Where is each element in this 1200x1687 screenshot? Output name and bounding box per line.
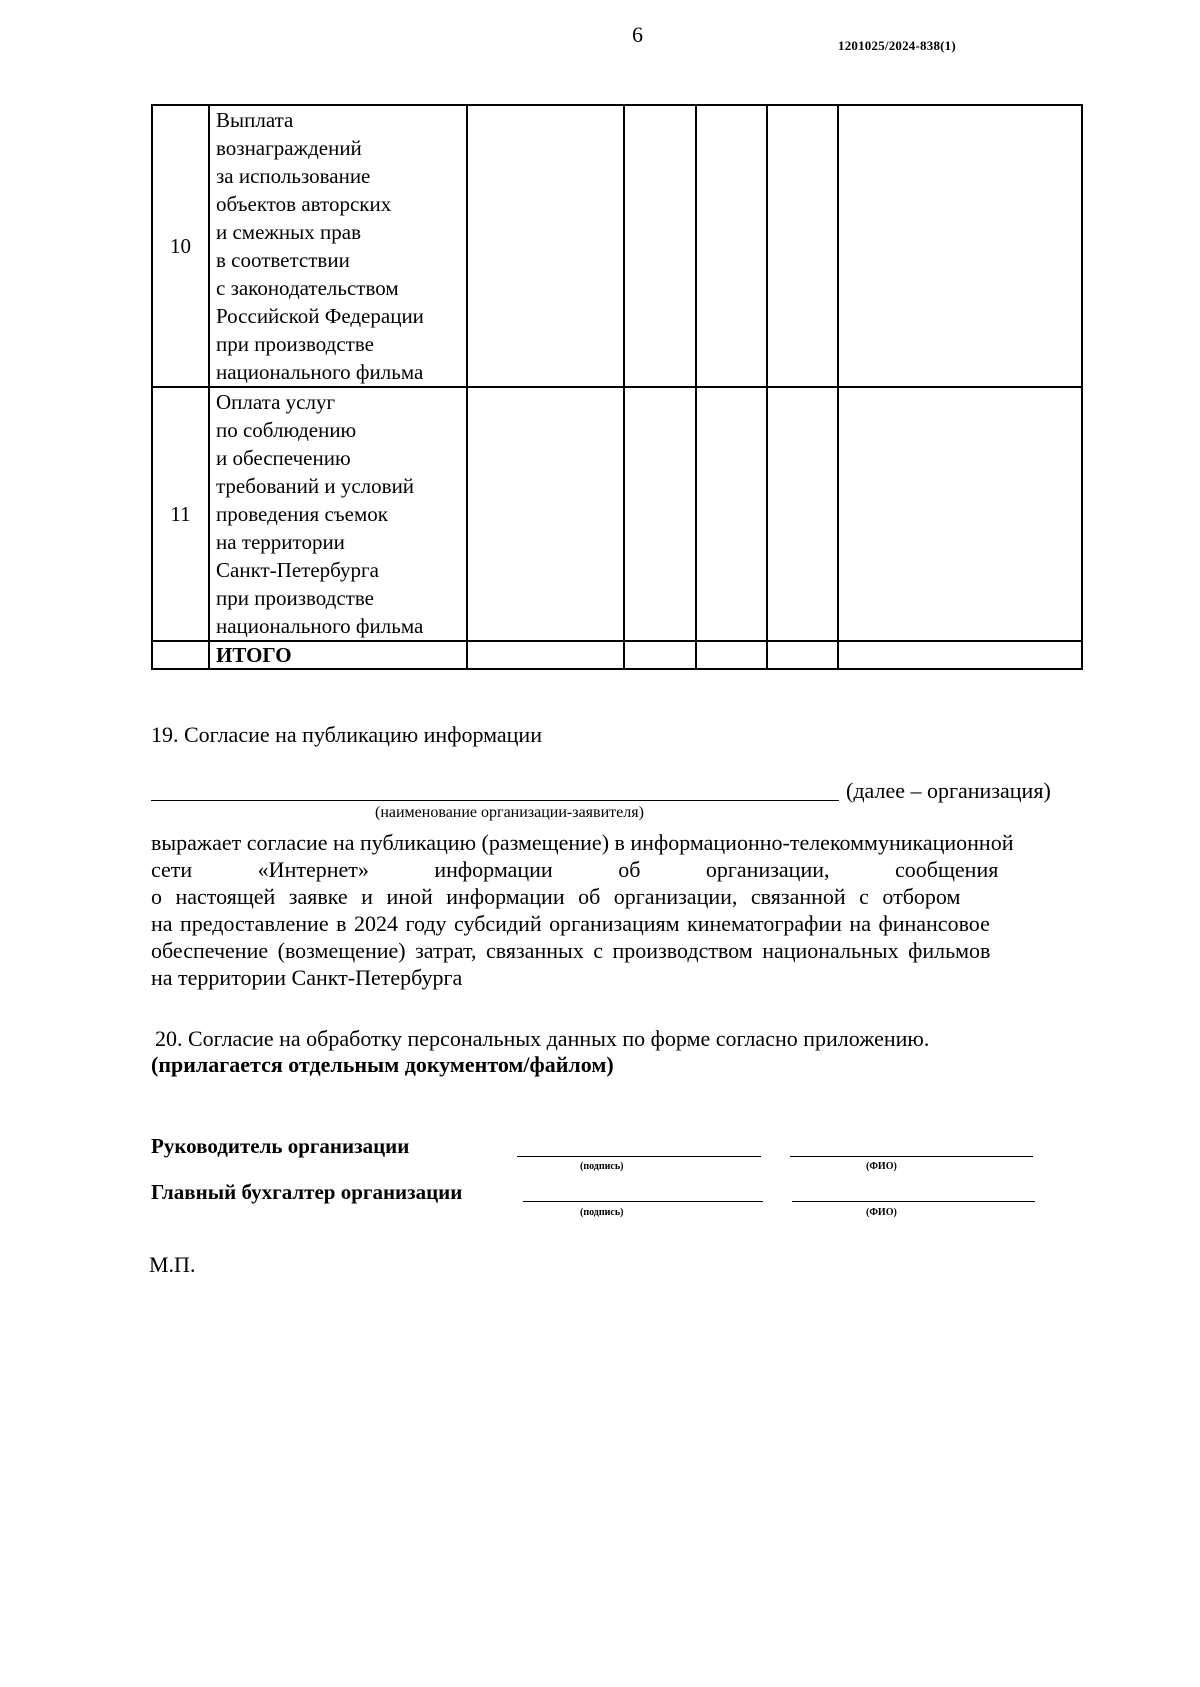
table-cell [152,641,209,669]
row-item-line: в соответствии [216,248,350,272]
accountant-name-caption: (ФИО) [866,1207,897,1218]
row-item-line: проведения съемок [216,502,388,526]
section-20-title: 20. Согласие на обработку персональных данных по форме согласно приложению. [155,1026,930,1051]
row-item-line: на территории [216,530,345,554]
table-row-total [152,641,1082,669]
table-cell [838,105,1082,387]
paragraph-line: на предоставление в 2024 году субсидий организациям кинематографии на финансовое [151,911,990,936]
row-item-line: требований и условий [216,474,415,498]
row-item-line: национального фильма [216,360,424,384]
row-number: 10 [152,105,209,387]
row-item-line: вознаграждений [216,136,362,160]
table-cell [467,387,624,641]
paragraph-line: на территории Санкт-Петербурга [151,965,463,990]
row-item-name [209,387,467,641]
budget-table [151,104,1083,670]
accountant-signature-line[interactable] [523,1201,763,1202]
table-cell [467,641,624,669]
accountant-name-line[interactable] [792,1201,1035,1202]
head-label: Руководитель организации [151,1134,410,1158]
row-item-line: по соблюдению [216,418,357,442]
accountant-signature-caption: (подпись) [580,1207,624,1218]
head-name-caption: (ФИО) [866,1161,897,1172]
row-item-line: Российской Федерации [216,304,424,328]
row-item-line: и обеспечению [216,446,351,470]
organization-alias-text: (далее – организация) [846,778,1051,803]
paragraph-line: выражает согласие на публикацию (размещение) в информационно-телекоммуникационной [151,830,1014,855]
row-item-line: национального фильма [216,614,424,638]
paragraph-line: обеспечение (возмещение) затрат, связанных с производством национальных фильмов [151,938,991,963]
row-item-line: при производстве [216,586,374,610]
row-item-line: за использование [216,164,371,188]
row-item-line: Выплата [216,108,294,132]
page-number: 6 [632,22,643,47]
table-cell [467,105,624,387]
section-20-note: (прилагается отдельным документом/файлом) [151,1052,614,1077]
row-item-line: Оплата услуг [216,390,336,414]
table-cell [767,105,838,387]
section-19-title: 19. Согласие на публикацию информации [151,722,542,747]
document-id: 1201025/2024-838(1) [838,38,956,53]
row-item-name [209,105,467,387]
accountant-label: Главный бухгалтер организации [151,1180,463,1204]
row-item-line: при производстве [216,332,374,356]
row-item-line: объектов авторских [216,192,392,216]
table-cell [624,105,696,387]
stamp-placeholder: М.П. [149,1252,196,1277]
row-item-line: и смежных прав [216,220,362,244]
head-name-line[interactable] [790,1156,1033,1157]
table-cell [624,641,696,669]
table-cell [838,387,1082,641]
table-cell [696,105,767,387]
head-signature-line[interactable] [517,1156,761,1157]
table-cell [696,387,767,641]
consent-paragraph [151,829,1125,991]
table-row [152,105,1082,387]
paragraph-line: о настоящей заявке и иной информации об организации, связанной с отбором [151,884,961,909]
row-item-line: Санкт-Петербурга [216,558,379,582]
row-item-line: с законодательством [216,276,399,300]
head-signature-caption: (подпись) [580,1161,624,1172]
table-cell [767,387,838,641]
table-cell [624,387,696,641]
table-cell [696,641,767,669]
total-label: ИТОГО [209,641,467,669]
organization-name-caption: (наименование организации-заявителя) [375,804,644,821]
row-number: 11 [152,387,209,641]
organization-name-line[interactable] [151,800,839,801]
paragraph-line: сети «Интернет» информации об организации, сообщения [151,857,999,882]
table-cell [838,641,1082,669]
table-row [152,387,1082,641]
table-cell [767,641,838,669]
